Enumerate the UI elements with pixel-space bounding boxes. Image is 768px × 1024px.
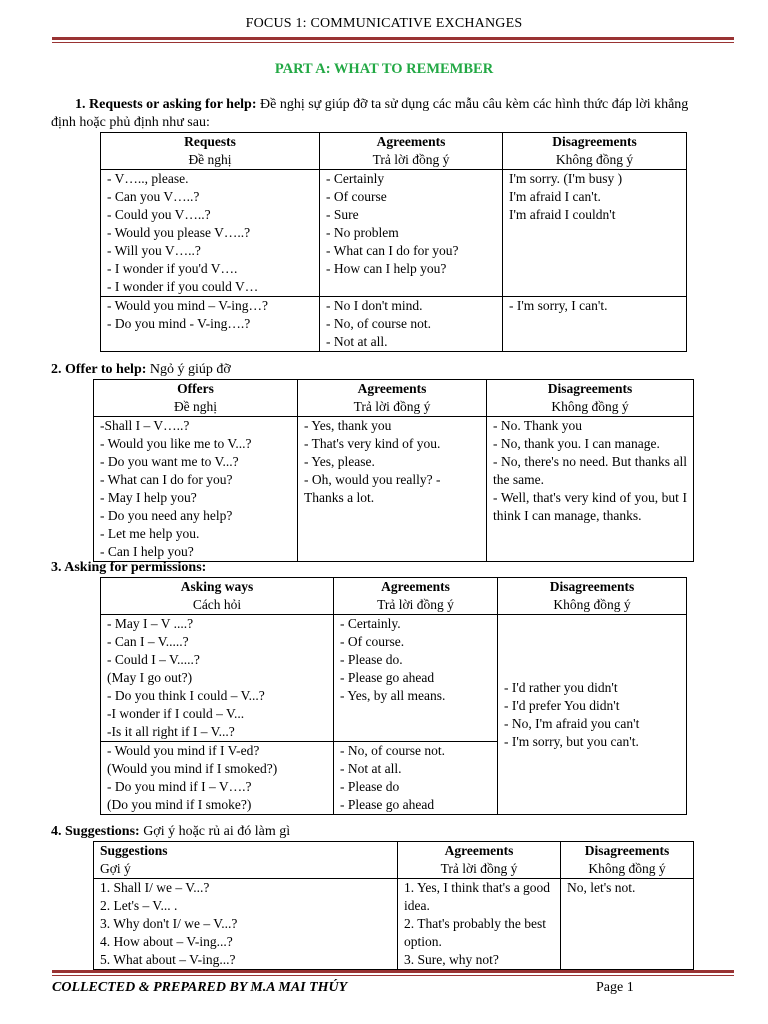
- cell-line: - Let me help you.: [100, 526, 200, 541]
- table-cell: [398, 879, 561, 970]
- requests-table-header: [101, 133, 687, 170]
- section4-intro-text: Gợi ý hoặc rủ ai đó làm gì: [139, 824, 291, 839]
- cell-line: -Is it all right if I – V...?: [107, 724, 235, 739]
- table-header-cell: Agreements Trả lời đồng ý: [298, 380, 487, 417]
- cell-line: - Do you need any help?: [100, 508, 233, 523]
- cell-line: - I'm sorry, but you can't.: [504, 733, 639, 749]
- cell-line: - No. Thank you: [493, 418, 582, 433]
- table-header-cell: Disagreements Không đồng ý: [487, 380, 694, 417]
- cell-line: - Do you want me to V...?: [100, 454, 239, 469]
- cell-line: - Would you like me to V...?: [100, 436, 252, 451]
- cell-line: - I'd prefer You didn't: [504, 697, 620, 713]
- table-cell: [320, 297, 503, 352]
- offers-table-header: [94, 380, 694, 417]
- cell-line: - No, thank you. I can manage.: [493, 436, 660, 451]
- table-cell: [498, 615, 687, 815]
- table-header-cell: Disagreements Không đồng ý: [498, 578, 687, 615]
- offers-table: [93, 379, 694, 562]
- cell-line: - Please do: [340, 779, 400, 794]
- table-row: [101, 297, 687, 352]
- table-header-cell: Disagreements Không đồng ý: [503, 133, 687, 170]
- cell-line: - Yes, please.: [304, 454, 375, 469]
- permissions-table-header: [101, 578, 687, 615]
- section1-intro: [75, 96, 737, 114]
- table-header-cell: Requests Đề nghị: [101, 133, 320, 170]
- table-cell: [503, 297, 687, 352]
- section3-intro: [51, 559, 737, 577]
- cell-line: - May I – V ....?: [107, 616, 194, 631]
- cell-line: 3. Sure, why not?: [404, 952, 499, 967]
- cell-line: - What can I do for you?: [100, 472, 233, 487]
- table-header-cell: Suggestions Gợi ý: [94, 842, 398, 879]
- cell-line: - No problem: [326, 225, 399, 240]
- table-row: [101, 170, 687, 297]
- table-cell: [503, 170, 687, 297]
- cell-line: I'm afraid I couldn't: [509, 207, 616, 222]
- cell-line: - No, there's no need. But thanks all the same.: [493, 454, 687, 487]
- cell-line: No, let's not.: [567, 880, 636, 895]
- table-cell: [94, 417, 298, 562]
- cell-line: - I'm sorry, I can't.: [509, 298, 608, 313]
- table-header-cell: Agreements Trả lời đồng ý: [334, 578, 498, 615]
- cell-line: - Of course: [326, 189, 387, 204]
- cell-line: - I wonder if you could V…: [107, 279, 259, 294]
- section4-heading: 4. Suggestions:: [51, 824, 140, 839]
- cell-line: - Yes, thank you: [304, 418, 392, 433]
- section1-heading: 1. Requests or asking for help:: [75, 97, 257, 112]
- cell-line: 2. That's probably the best option.: [404, 916, 547, 949]
- cell-line: - Please go ahead: [340, 797, 435, 812]
- table-cell: [298, 417, 487, 562]
- table-row: [94, 879, 694, 970]
- cell-line: - No, I'm afraid you can't: [504, 715, 640, 731]
- table-cell: [101, 170, 320, 297]
- cell-line: - Sure: [326, 207, 359, 222]
- cell-line: - Do you think I could – V...?: [107, 688, 265, 703]
- cell-line: 1. Yes, I think that's a good idea.: [404, 880, 551, 913]
- cell-line: - I'd rather you didn't: [504, 679, 618, 695]
- cell-line: - Do you mind if I – V….?: [107, 779, 252, 794]
- section2-intro: [51, 361, 737, 379]
- cell-line: I'm sorry. (I'm busy ): [509, 171, 623, 186]
- table-row: [101, 615, 687, 742]
- suggestions-table-header: [94, 842, 694, 879]
- header-rule: [52, 37, 734, 43]
- cell-line: -Shall I – V…..?: [100, 418, 190, 433]
- requests-table: [100, 132, 687, 352]
- page-number: Page 1: [596, 980, 634, 995]
- cell-line: - Do you mind - V-ing….?: [107, 316, 251, 331]
- cell-line: 3. Why don't I/ we – V...?: [100, 916, 238, 931]
- cell-line: - What can I do for you?: [326, 243, 459, 258]
- footer-rule: [52, 970, 734, 976]
- table-cell: [334, 615, 498, 742]
- section4-intro: [51, 823, 737, 841]
- cell-line: -I wonder if I could – V...: [107, 706, 245, 721]
- cell-line: - I wonder if you'd V….: [107, 261, 238, 276]
- cell-line: - Well, that's very kind of you, but I think I can manage, thanks.: [493, 490, 687, 523]
- section2-heading: 2. Offer to help:: [51, 362, 147, 377]
- cell-line: - No I don't mind.: [326, 298, 423, 313]
- table-cell: [94, 879, 398, 970]
- cell-line: - That's very kind of you.: [304, 436, 441, 451]
- table-header-cell: Offers Đề nghị: [94, 380, 298, 417]
- cell-line: - Would you mind – V-ing…?: [107, 298, 269, 313]
- cell-line: - Will you V…..?: [107, 243, 201, 258]
- table-header-cell: Disagreements Không đồng ý: [561, 842, 694, 879]
- cell-line: - No, of course not.: [326, 316, 431, 331]
- suggestions-table: [93, 841, 694, 970]
- cell-line: - How can I help you?: [326, 261, 447, 276]
- page-header-title: FOCUS 1: COMMUNICATIVE EXCHANGES: [245, 16, 523, 31]
- cell-line: 2. Let's – V... .: [100, 898, 178, 913]
- cell-line: 4. How about – V-ing...?: [100, 934, 233, 949]
- section2-intro-text: Ngỏ ý giúp đỡ: [146, 362, 231, 377]
- cell-line: - Can you V…..?: [107, 189, 200, 204]
- table-header-cell: Asking ways Cách hỏi: [101, 578, 334, 615]
- cell-line: - Yes, by all means.: [340, 688, 446, 703]
- cell-line: - Could I – V.....?: [107, 652, 200, 667]
- cell-line: - Certainly.: [340, 616, 401, 631]
- cell-line: - Can I help you?: [100, 544, 194, 559]
- permissions-table: [100, 577, 687, 815]
- section1-intro-text: Đề nghị sự giúp đỡ ta sử dụng các mẫu câu kèm các hình thức đáp lời khẳng: [256, 97, 689, 112]
- table-header-cell: Agreements Trả lời đồng ý: [320, 133, 503, 170]
- cell-line: I'm afraid I can't.: [509, 189, 601, 204]
- part-title: PART A: WHAT TO REMEMBER: [274, 61, 494, 77]
- table-cell: [101, 742, 334, 815]
- table-cell: [101, 297, 320, 352]
- table-cell: [561, 879, 694, 970]
- table-cell: [101, 615, 334, 742]
- cell-line: - May I help you?: [100, 490, 197, 505]
- table-cell: [320, 170, 503, 297]
- cell-line: - Not at all.: [340, 761, 402, 776]
- cell-line: (Do you mind if I smoke?): [107, 797, 252, 812]
- cell-line: - Could you V…..?: [107, 207, 211, 222]
- table-header-cell: Agreements Trả lời đồng ý: [398, 842, 561, 879]
- footer-credit: COLLECTED & PREPARED BY M.A MAI THÚY: [52, 980, 348, 995]
- cell-line: - Would you mind if I V-ed?: [107, 743, 260, 758]
- cell-line: 1. Shall I/ we – V...?: [100, 880, 210, 895]
- cell-line: - V….., please.: [107, 171, 189, 186]
- cell-line: 5. What about – V-ing...?: [100, 952, 236, 967]
- cell-line: - Of course.: [340, 634, 405, 649]
- cell-line: - Oh, would you really? - Thanks a lot.: [304, 472, 441, 505]
- cell-line: - Certainly: [326, 171, 385, 186]
- cell-line: - No, of course not.: [340, 743, 445, 758]
- cell-line: - Please do.: [340, 652, 403, 667]
- cell-line: - Please go ahead: [340, 670, 435, 685]
- cell-line: (Would you mind if I smoked?): [107, 761, 278, 776]
- section3-heading: 3. Asking for permissions:: [51, 560, 207, 575]
- table-cell: [334, 742, 498, 815]
- table-cell: [487, 417, 694, 562]
- section1-intro-line2: định hoặc phủ định như sau:: [51, 115, 210, 130]
- cell-line: - Not at all.: [326, 334, 388, 349]
- cell-line: (May I go out?): [107, 670, 193, 685]
- cell-line: - Would you please V…..?: [107, 225, 251, 240]
- cell-line: - Can I – V.....?: [107, 634, 189, 649]
- table-row: [94, 417, 694, 562]
